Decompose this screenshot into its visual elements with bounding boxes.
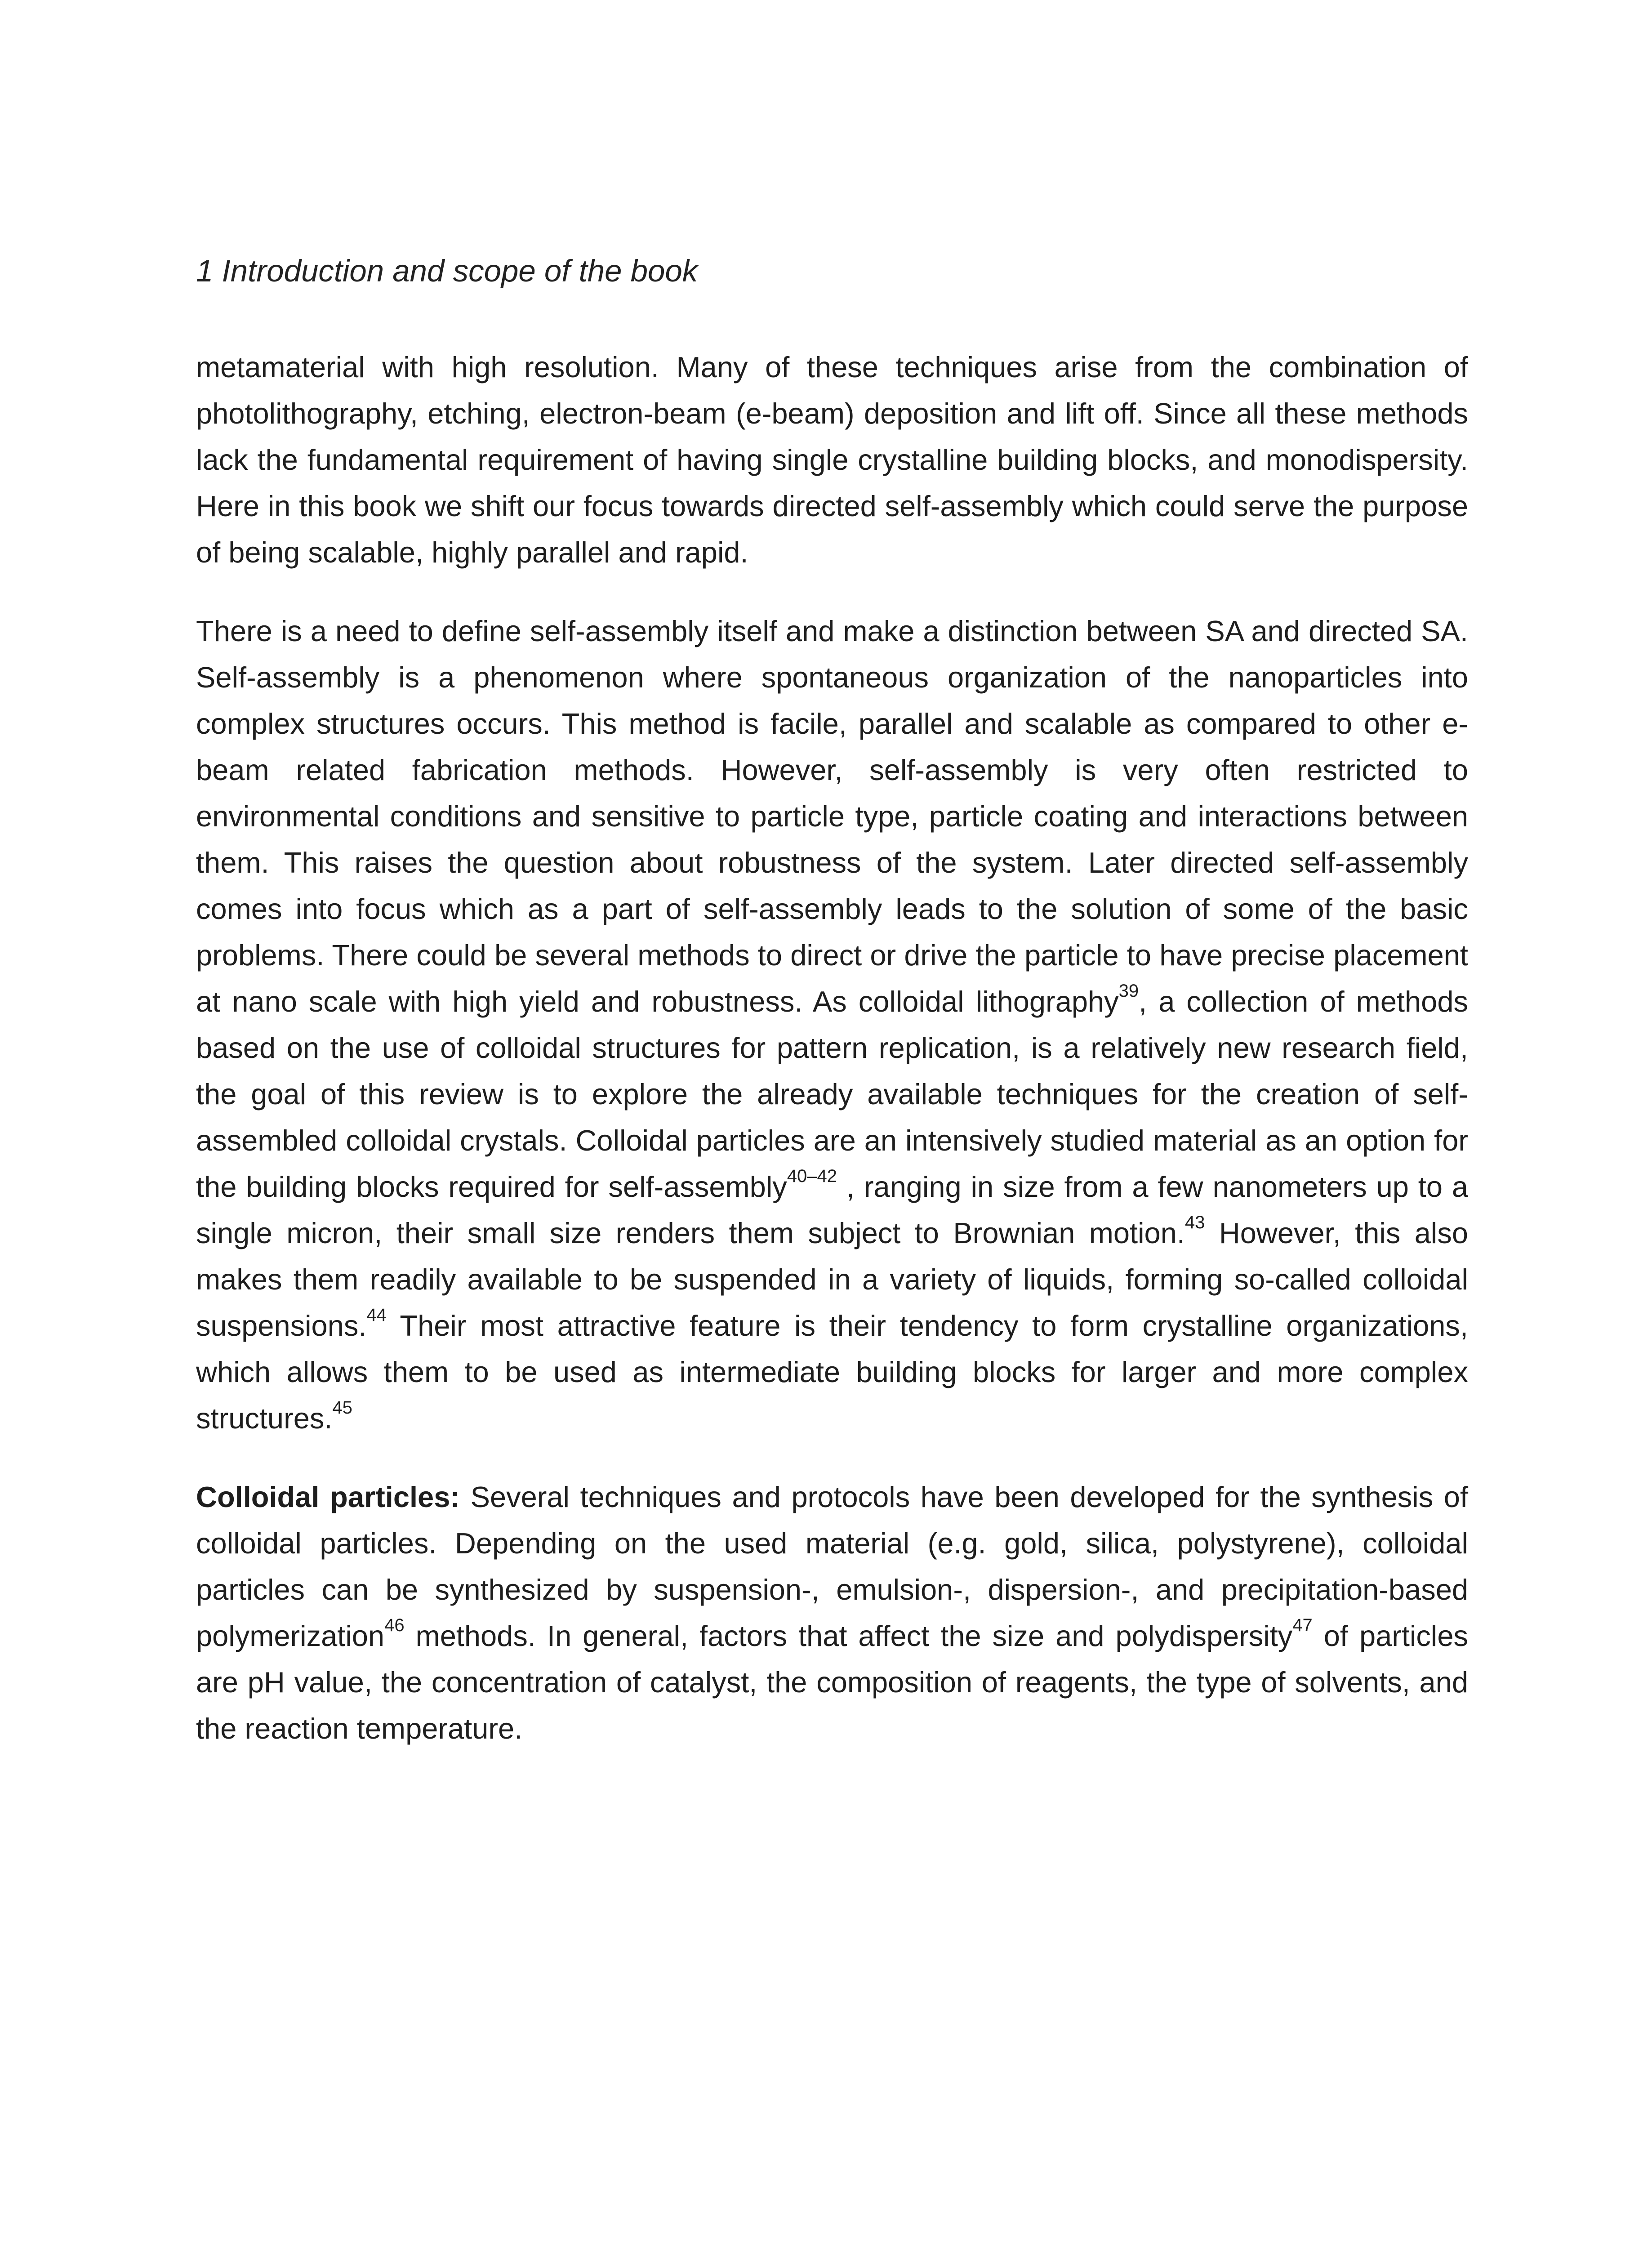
citation-superscript: 47: [1292, 1615, 1313, 1636]
body-text: [196, 344, 1468, 1784]
citation-superscript: 46: [384, 1615, 405, 1636]
paragraph-colloidal-particles: [196, 1474, 1468, 1752]
sentence: , ranging in size from a few nanometers up to a single micron, their small size renders them subject to Brownian motion.: [196, 1170, 1469, 1249]
citation-superscript: 44: [366, 1305, 387, 1325]
paragraph-metamaterial: [196, 344, 1468, 575]
sentence: Their most attractive feature is their tendency to form crystalline organizations, which allows them to be used as intermediate building blocks for larger and more complex structures.: [196, 1309, 1468, 1435]
citation-superscript: 39: [1118, 981, 1139, 1001]
sentence: methods. In general, factors that affect the size and polydispersity: [404, 1619, 1293, 1652]
sentence: , a collection of methods based on the use of colloidal structures for pattern replication, is a relatively new research field, the goal of this review is to explore the already available techniques for the creation of self-assembled colloidal crystals. Colloidal particles are an intensively studied material as an option for the building blocks required for self-assembly: [196, 985, 1468, 1203]
sentence: However, this also makes them readily available to be suspended in a variety of liquids, forming so-called colloidal suspensions.: [196, 1217, 1468, 1342]
sentence: There is a need to define self-assembly itself and make a distinction between SA and directed SA. Self-assembly is a phenomenon where spontaneous organization of the nanoparticles into complex structures occurs. This method is facile, parallel and scalable as compared to other e-beam related fabrication methods. However, self-assembly is very often restricted to environmental conditions and sensitive to particle type, particle coating and interactions between them. This raises the question about robustness of the system. Later directed self-assembly comes into focus which as a part of self-assembly leads to the solution of some of the basic problems. There could be several methods to direct or drive the particle to have precise placement at nano scale with high yield and robustness. As colloidal lithography: [196, 615, 1468, 1018]
sentence: Several techniques and protocols have been developed for the synthesis of colloidal particles. Depending on the used material (e.g. gold, silica, polystyrene), colloidal particles can be synthesized by suspension-, emulsion-, dispersion-, and precipitation-based polymerization: [196, 1481, 1469, 1652]
citation-superscript: 45: [332, 1398, 352, 1418]
running-header: 1 Introduction and scope of the book: [196, 254, 698, 288]
paragraph-text: metamaterial with high resolution. Many of these techniques arise from the combination of photolithography, etching, electron-beam (e-beam) deposition and lift off. Since all these methods lack the fundamental requirement of having single crystalline building blocks, and monodispersity. Here in this book we shift our focus towards directed self-assembly which could serve the purpose of being scalable, highly parallel and rapid.: [196, 351, 1468, 569]
paragraph-self-assembly: [196, 608, 1468, 1441]
citation-superscript: 43: [1184, 1213, 1205, 1233]
citation-superscript: 40–42: [787, 1166, 837, 1186]
paragraph-lead-heading: Colloidal particles:: [196, 1481, 460, 1513]
sentence: of particles are pH value, the concentration of catalyst, the composition of reagents, the type of solvents, and the reaction temperature.: [196, 1619, 1468, 1745]
